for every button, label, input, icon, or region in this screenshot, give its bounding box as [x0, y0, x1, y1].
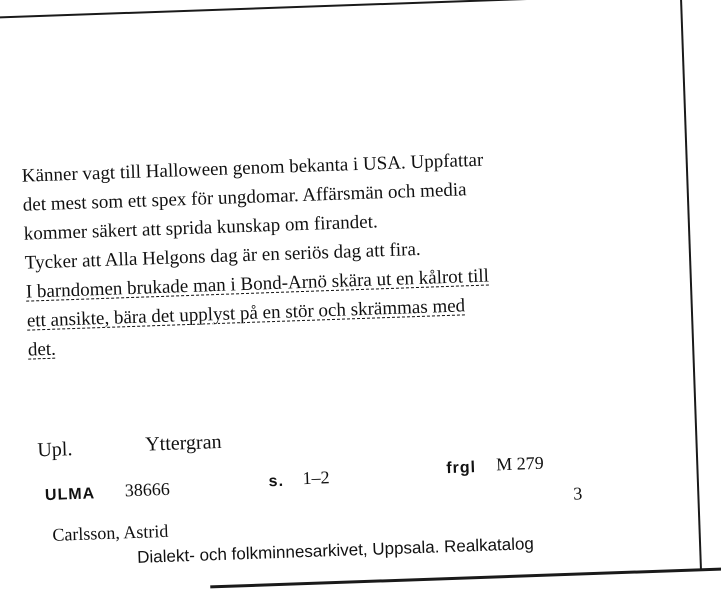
pages-value: 1–2	[302, 467, 330, 489]
archive-footer: Dialekt- och folkminnesarkivet, Uppsala. Realkatalog	[136, 534, 535, 567]
parish-name: Yttergran	[144, 430, 222, 456]
body-line: Tycker att Alla Helgons dag är en seriös dag att fira.	[24, 238, 421, 274]
body-line: det mest som ett spex för ungdomar. Affärsmän och media	[22, 179, 467, 216]
pages-label: s.	[268, 472, 285, 491]
card-top-edge	[0, 0, 711, 19]
record-body-text	[21, 139, 668, 364]
body-line-underlined: ett ansikte, bära det upplyst på en stör och skrämmas med	[26, 295, 466, 332]
body-line-underlined: det.	[27, 338, 57, 361]
body-line: Känner vagt till Halloween genom bekanta i USA. Uppfattar	[21, 149, 484, 187]
page-number: 3	[572, 483, 583, 504]
province-label: Upl.	[37, 438, 73, 462]
ulma-number: 38666	[124, 478, 171, 501]
body-line-underlined: I barndomen brukade man i Bond-Arnö skära ut en kålrot till	[25, 265, 490, 303]
ulma-label: ULMA	[44, 485, 96, 505]
author-name: Carlsson, Astrid	[52, 520, 169, 545]
frgl-value: M 279	[495, 452, 545, 475]
frgl-label: frgl	[445, 459, 477, 478]
card-bottom-edge	[210, 567, 721, 588]
body-line: kommer säkert att sprida kunskap om firandet.	[23, 211, 379, 245]
card-right-edge	[680, 0, 702, 570]
